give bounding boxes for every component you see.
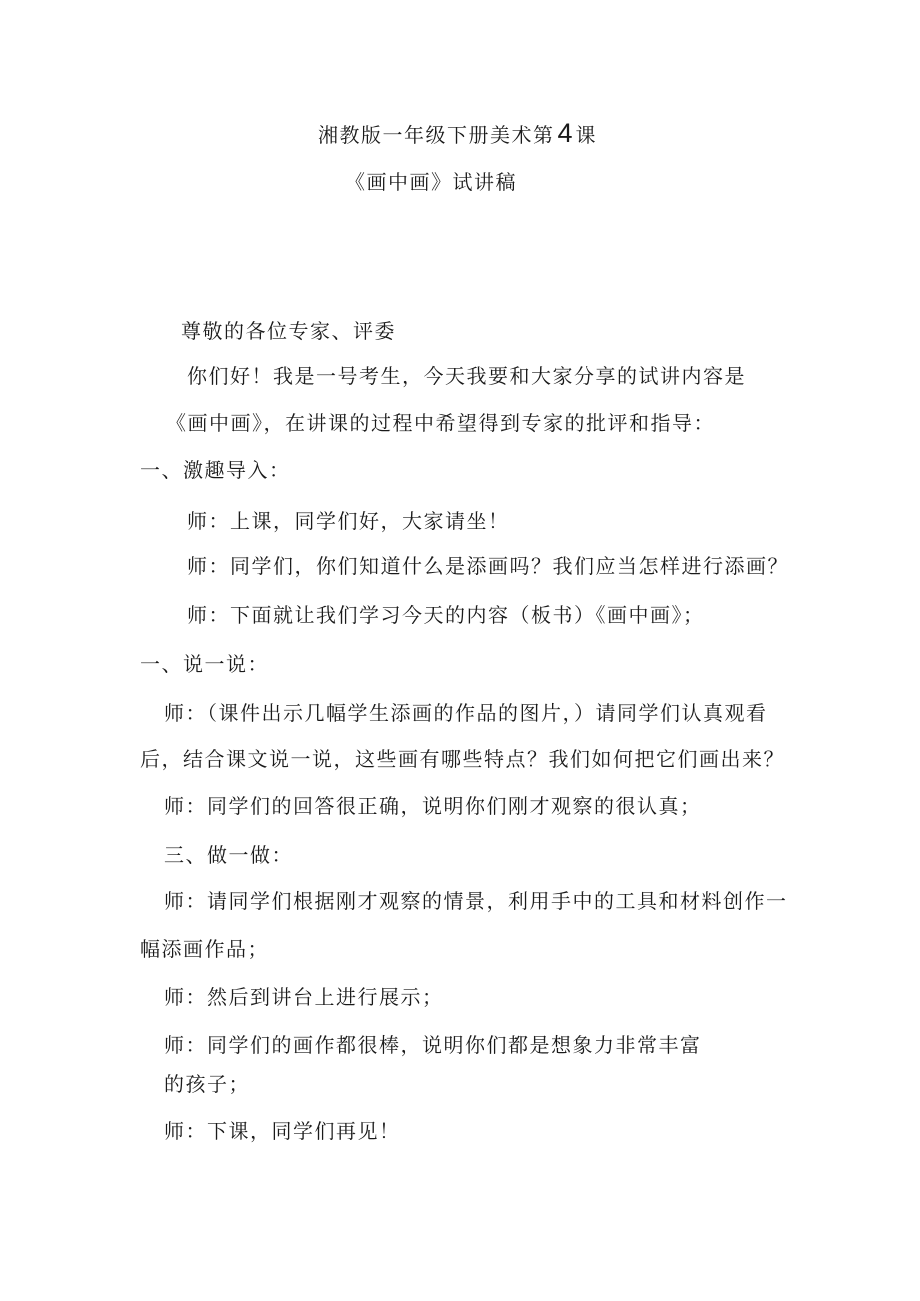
section-heading: 一、激趣导入： — [140, 458, 291, 482]
title-text-before: 湘教版一年级下册美术第 — [318, 123, 555, 147]
intro-line-1: 你们好！我是一号考生，今天我要和大家分享的试讲内容是 — [187, 364, 746, 388]
paragraph-line: 师：同学们的画作都很棒，说明你们都是想象力非常丰富 — [164, 1033, 702, 1057]
paragraph-line: 师：同学们的回答很正确，说明你们刚才观察的很认真； — [164, 794, 702, 818]
paragraph-line: 后，结合课文说一说，这些画有哪些特点？我们如何把它们画出来？ — [140, 747, 785, 771]
greeting-line: 尊敬的各位专家、评委 — [181, 319, 396, 343]
section-heading: 一、说一说： — [140, 652, 269, 676]
section-heading: 三、做一做： — [164, 843, 293, 867]
intro-line-2: 《画中画》，在讲课的过程中希望得到专家的批评和指导： — [166, 411, 715, 435]
title-text-after: 课 — [575, 123, 598, 147]
paragraph-line: 的孩子； — [164, 1072, 250, 1096]
document-title — [318, 119, 597, 149]
paragraph-line: 师：下课，同学们再见！ — [164, 1119, 401, 1143]
paragraph-line: 师：同学们，你们知道什么是添画吗？我们应当怎样进行添画？ — [187, 554, 789, 578]
paragraph-line: 师：下面就让我们学习今天的内容（板书）《画中画》； — [187, 603, 705, 627]
paragraph-line: 师：请同学们根据刚才观察的情景，利用手中的工具和材料创作一 — [164, 889, 788, 913]
document-subtitle: 《画中画》试讲稿 — [345, 170, 517, 194]
paragraph-line: 幅添画作品； — [140, 937, 269, 961]
paragraph-line: 师：上课，同学们好，大家请坐！ — [187, 509, 510, 533]
paragraph-line: 师：（课件出示几幅学生添画的作品的图片，）请同学们认真观看 — [164, 701, 768, 725]
lesson-number: 4 — [557, 118, 573, 148]
paragraph-line: 师：然后到讲台上进行展示； — [164, 985, 444, 1009]
